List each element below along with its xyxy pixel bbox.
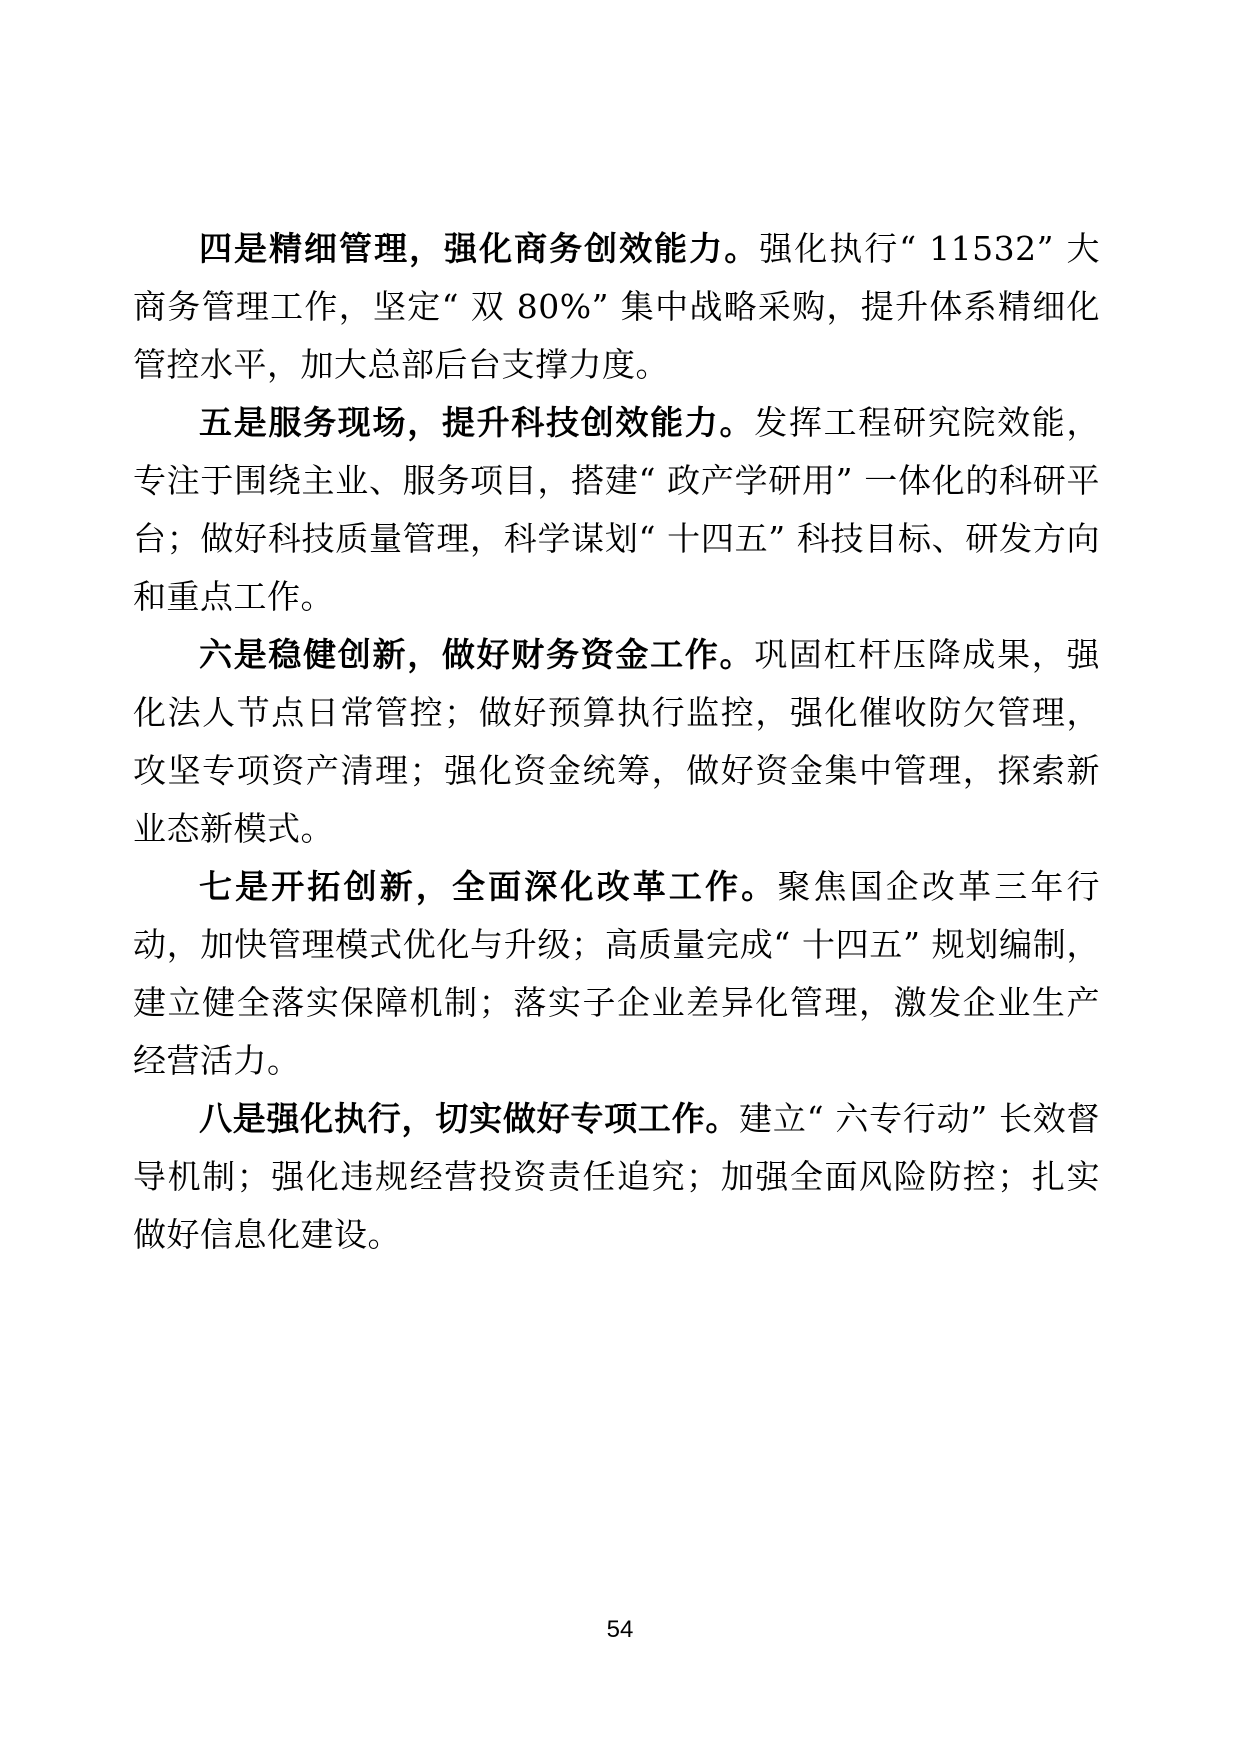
page-number: 54 [606, 1616, 634, 1643]
paragraph-text: 建立“ 六专行动” 长效督导机制；强化违规经营投资责任追究；加强全面风险防控；扎实做好信息化建设。 [133, 1099, 1100, 1254]
paragraph-text: 聚焦国企改革三年行动，加快管理模式优化与升级；高质量完成“ 十四五” 规划编制，建立健全落实保障机制；落实子企业差异化管理，激发企业生产经营活力。 [133, 867, 1101, 1080]
paragraph-finance [133, 626, 1100, 858]
paragraph-heading: 六是稳健创新，做好财务资金工作。 [199, 635, 755, 674]
paragraph-text: 发挥工程研究院效能，专注于围绕主业、服务项目，搭建“ 政产学研用” 一体化的科研平台；做好科技质量管理，科学谋划“ 十四五” 科技目标、研发方向和重点工作。 [133, 403, 1101, 616]
document-body [133, 220, 1100, 1264]
paragraph-heading: 七是开拓创新，全面深化改革工作。 [199, 867, 778, 906]
paragraph-technology [133, 394, 1100, 626]
paragraph-commerce [133, 220, 1100, 394]
paragraph-heading: 四是精细管理，强化商务创效能力。 [199, 229, 760, 268]
paragraph-text: 强化执行“ 11532” 大商务管理工作，坚定“ 双 80%” 集中战略采购，提升体系精细化管控水平，加大总部后台支撑力度。 [133, 229, 1100, 384]
paragraph-reform [133, 858, 1100, 1090]
paragraph-text: 巩固杠杆压降成果，强化法人节点日常管控；做好预算执行监控，强化催收防欠管理，攻坚专项资产清理；强化资金统筹，做好资金集中管理，探索新业态新模式。 [133, 635, 1101, 848]
paragraph-special-work [133, 1090, 1100, 1264]
paragraph-heading: 八是强化执行，切实做好专项工作。 [199, 1099, 740, 1138]
paragraph-heading: 五是服务现场，提升科技创效能力。 [199, 403, 755, 442]
